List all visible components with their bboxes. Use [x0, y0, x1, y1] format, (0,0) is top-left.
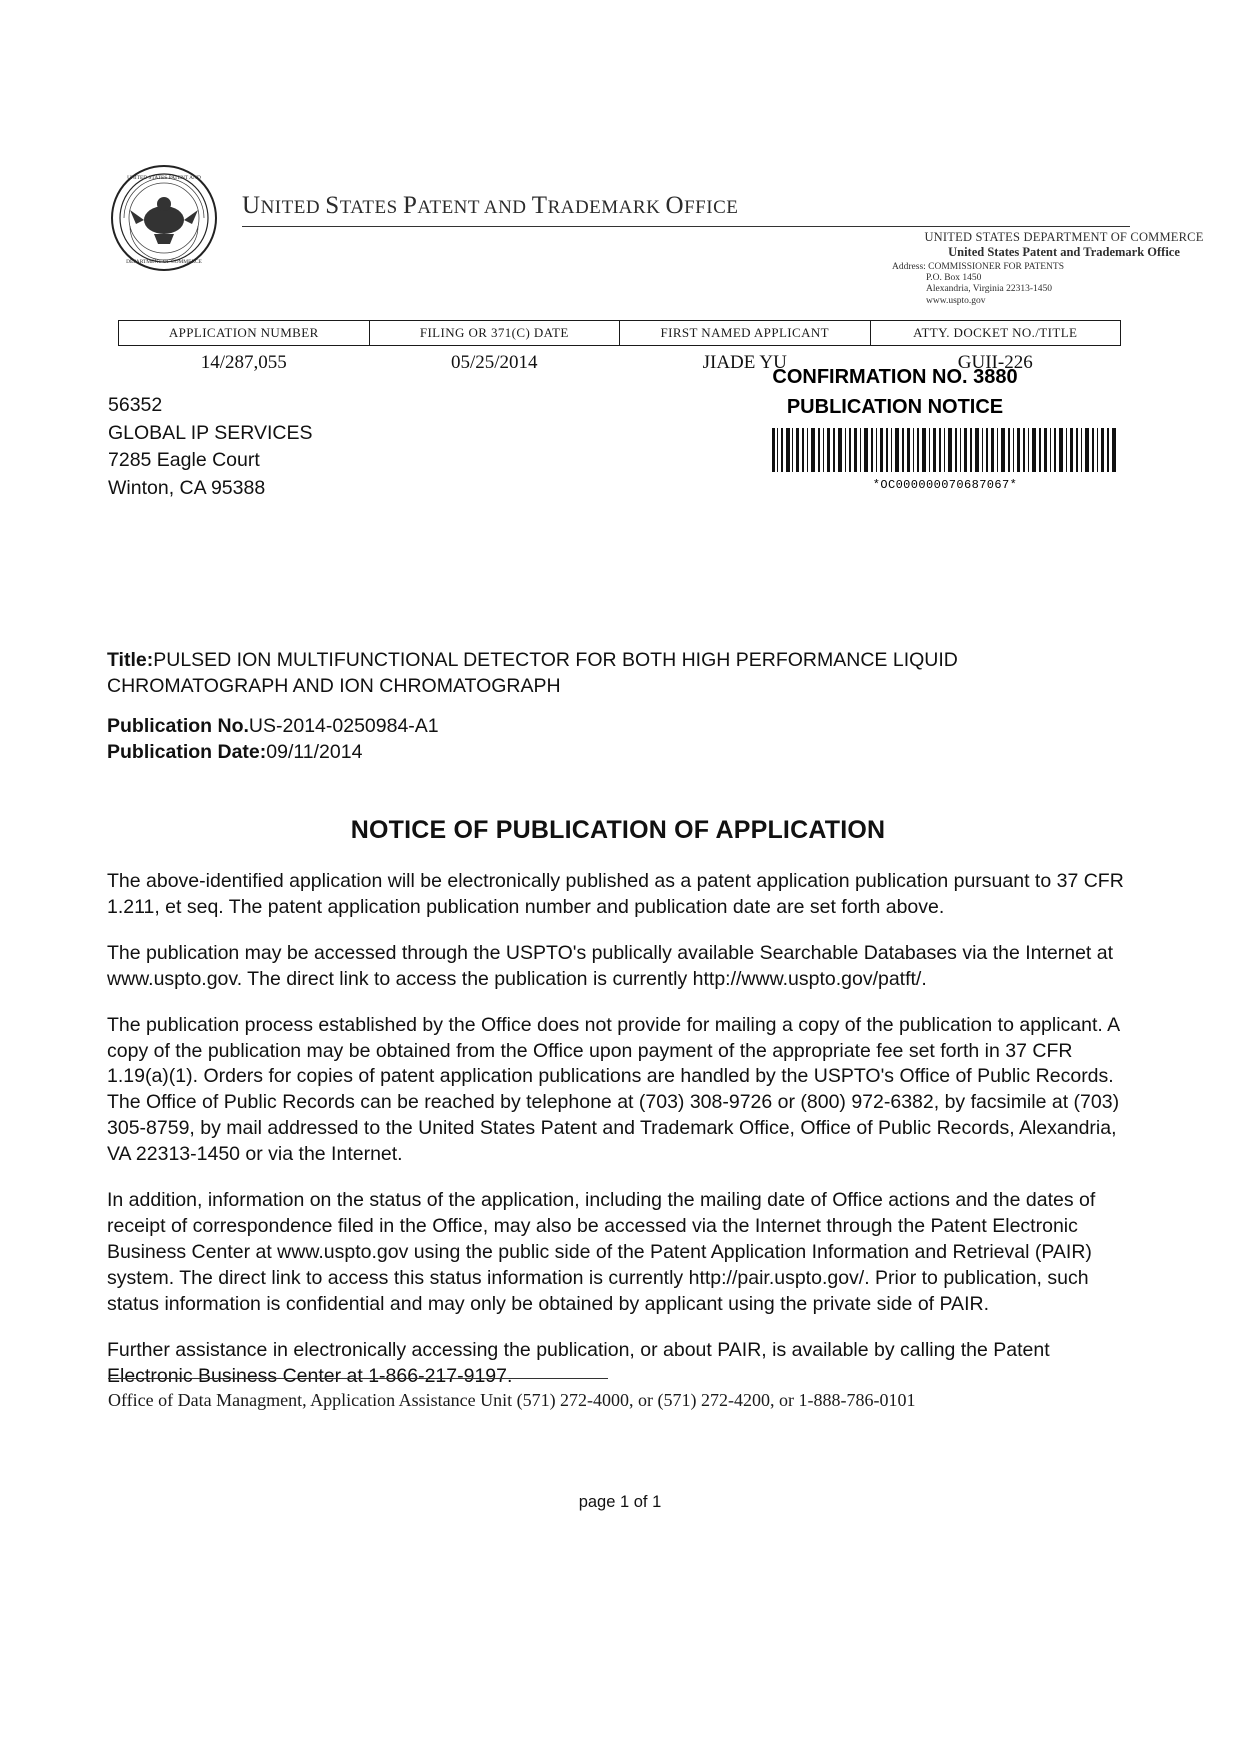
title-label: Title: — [107, 649, 154, 671]
notice-paragraph-1: The above-identified application will be electronically published as a patent application publication pursuant to 37 CFR 1.211, et seq. The patent application publication number and publication date are set forth above. — [107, 869, 1124, 918]
publication-date-value: 09/11/2014 — [266, 740, 363, 763]
publication-date-line — [107, 740, 1129, 766]
addressee-street: 7285 Eagle Court — [108, 449, 260, 472]
title-value: PULSED ION MULTIFUNCTIONAL DETECTOR FOR BOTH HIGH PERFORMANCE LIQUID CHROMATOGRAPH AND ION CHROMATOGRAPH — [107, 649, 958, 697]
footer-divider — [108, 1378, 608, 1379]
svg-text:UNITED STATES PATENT AND: UNITED STATES PATENT AND — [127, 175, 201, 181]
page-number: page 1 of 1 — [578, 1493, 662, 1511]
publication-notice-label: PUBLICATION NOTICE — [786, 396, 1004, 418]
barcode-icon — [770, 428, 1120, 472]
office-title — [242, 192, 738, 220]
cell-filing-date: 05/25/2014 — [450, 352, 538, 373]
dept-address — [888, 262, 1240, 307]
col-header-atty-docket: ATTY. DOCKET NO./TITLE — [870, 321, 1121, 346]
patent-title-line — [107, 648, 1129, 700]
col-header-filing-date: FILING OR 371(C) DATE — [369, 321, 620, 346]
header-divider — [242, 226, 1130, 227]
notice-paragraph-2: The publication may be accessed through the USPTO's publically available Searchable Databases via the Internet at www.uspto.gov. The direct link to access the publication is currently http://www.uspto.gov/patft/. — [107, 941, 1114, 990]
addressee-name: GLOBAL IP SERVICES — [108, 421, 313, 444]
publication-no-value: US-2014-0250984-A1 — [248, 714, 439, 737]
barcode-value: *OC000000070687067* — [872, 478, 1018, 492]
address-line-4: www.uspto.gov — [926, 295, 986, 306]
table-header-row — [119, 321, 1121, 346]
office-title-text: UNITED STATES PATENT AND TRADEMARK OFFICE — [242, 192, 739, 219]
footer-contact-note: Office of Data Managment, Application Assistance Unit (571) 272-4000, or (571) 272-4200, or 1-888-786-0101 — [108, 1390, 916, 1410]
address-label: Address: — [892, 262, 926, 272]
notice-paragraph-4: In addition, information on the status of the application, including the mailing date of Office actions and the dates of receipt of correspondence filed in the Office, may also be accessed via the Internet through the Patent Electronic Business Center at www.uspto.gov using the public side of the Patent Application Information and Retrieval (PAIR) system. The direct link to access this status information is currently http://pair.uspto.gov/. Prior to publication, such status information is confidential and may only be obtained by applicant using the private side of PAIR. — [107, 1189, 1096, 1315]
document-body — [107, 648, 1129, 1410]
addressee-block — [108, 392, 312, 503]
svg-text:DEPARTMENT OF COMMERCE: DEPARTMENT OF COMMERCE — [126, 259, 202, 265]
uspto-seal-icon — [110, 164, 218, 272]
department-block — [888, 230, 1240, 307]
publication-no-line — [107, 714, 1129, 740]
cell-application-number: 14/287,055 — [200, 352, 287, 373]
col-header-first-named-applicant: FIRST NAMED APPLICANT — [620, 321, 871, 346]
address-line-1: COMMISSIONER FOR PATENTS — [928, 262, 1065, 272]
confirmation-number: CONFIRMATION NO. 3880 — [772, 366, 1018, 388]
dept-line-2: United States Patent and Trademark Office — [948, 245, 1180, 259]
cell-first-named-applicant: JIADE YU — [702, 352, 787, 373]
addressee-city-state-zip: Winton, CA 95388 — [108, 477, 266, 500]
notice-heading: NOTICE OF PUBLICATION OF APPLICATION — [350, 815, 886, 844]
address-line-3: Alexandria, Virginia 22313-1450 — [926, 284, 1052, 295]
cell-atty-docket: GUII-226 — [957, 352, 1033, 373]
publication-no-label: Publication No. — [107, 714, 249, 737]
col-header-application-number: APPLICATION NUMBER — [119, 321, 370, 346]
barcode-block — [770, 428, 1120, 492]
notice-paragraph-3: The publication process established by the Office does not provide for mailing a copy of the publication to applicant. A copy of the publication may be obtained from the Office upon payment of the appropriate fee set forth in 37 CFR 1.19(a)(1). Orders for copies of patent application publications are handled by the USPTO's Office of Public Records. The Office of Public Records can be reached by telephone at (703) 308-9726 or (800) 972-6382, by facsimile at (703) 305-8759, by mail addressed to the United States Patent and Trademark Office, Office of Public Records, Alexandria, VA 22313-1450 or via the Internet. — [107, 1013, 1120, 1166]
dept-line-1: UNITED STATES DEPARTMENT OF COMMERCE — [924, 230, 1204, 244]
publication-date-label: Publication Date: — [107, 740, 267, 763]
customer-number: 56352 — [108, 394, 163, 416]
address-line-2: P.O. Box 1450 — [926, 273, 982, 284]
notice-paragraph-5: Further assistance in electronically accessing the publication, or about PAIR, is available by calling the Patent Electronic Business Center at 1-866-217-9197. — [107, 1338, 1050, 1387]
